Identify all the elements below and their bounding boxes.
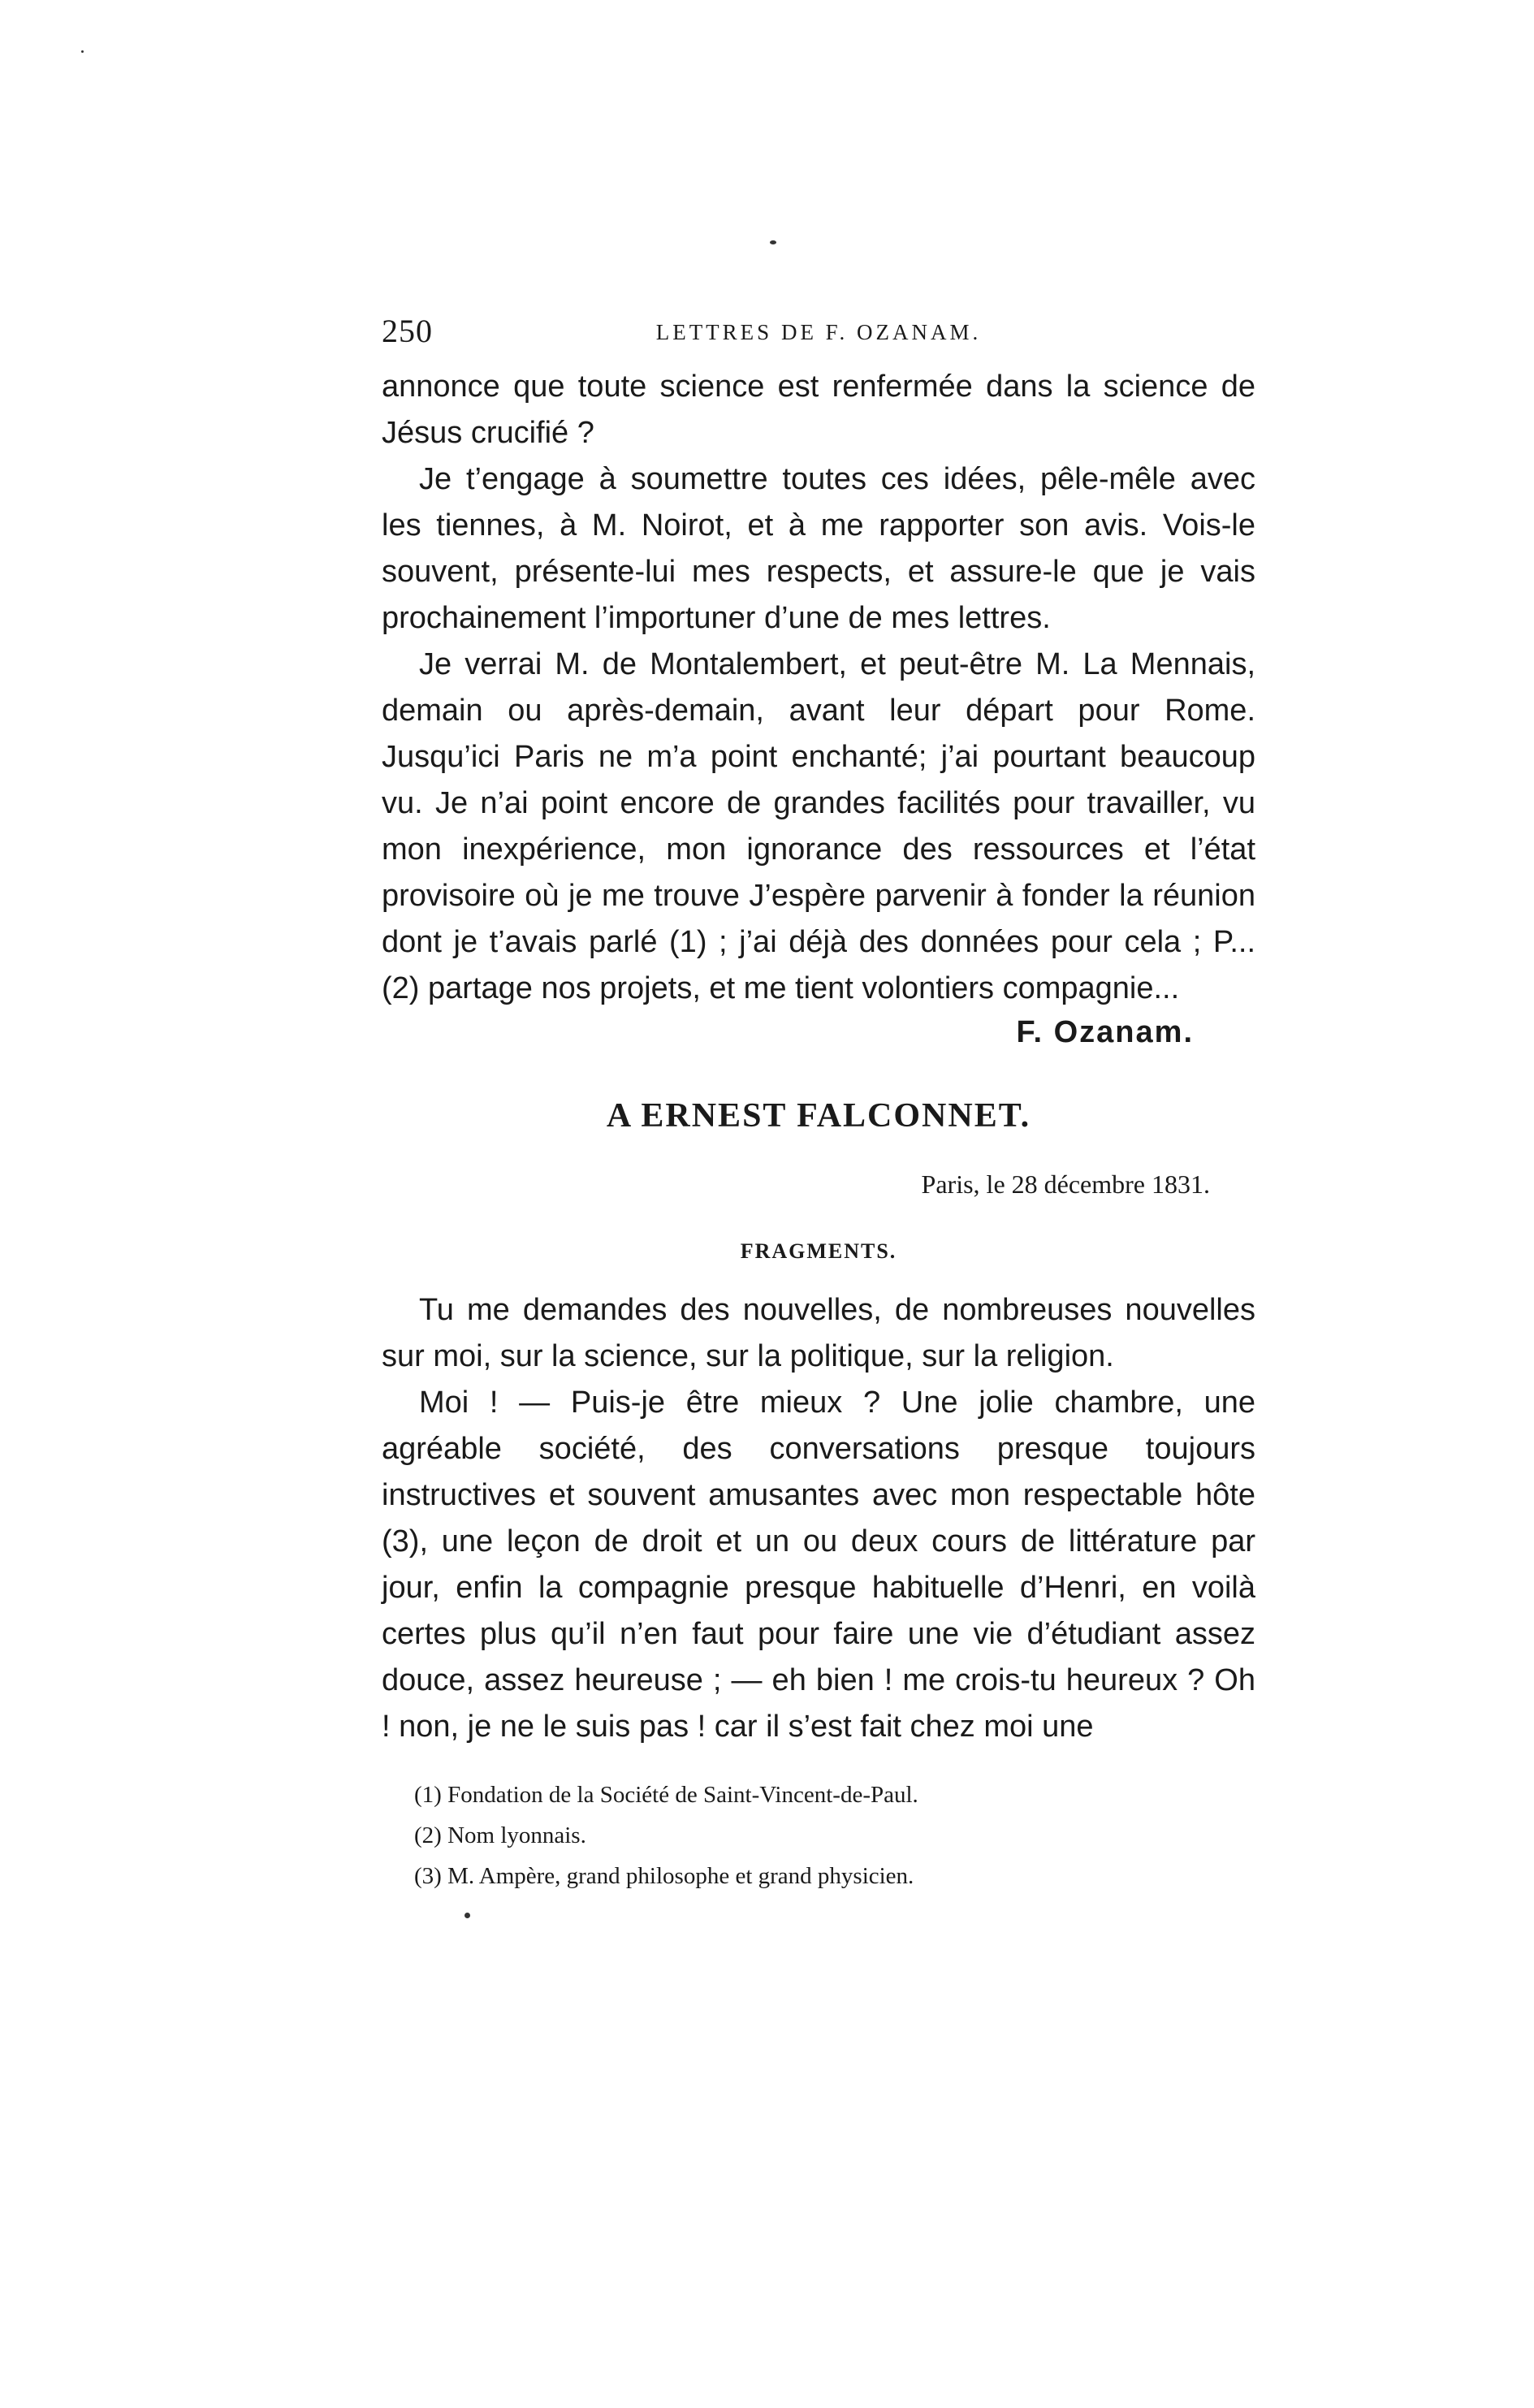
paragraph: Je verrai M. de Montalembert, et peut-être M. La Mennais, demain ou après-demain, avant leur départ pour Rome. Jusqu’ici Paris ne m’a point enchanté; j’ai pourtant beaucoup vu. Je n’ai point encore de grandes facilités pour travailler, vu mon inexpérience, mon ignorance des ressources et l’état provisoire où je me trouve J’espère parvenir à fonder la réunion dont je t’avais parlé (1) ; j’ai déjà des données pour cela ; P... (2) partage nos projets, et me tient volontiers compagnie... <box>382 647 1255 1005</box>
ink-speck <box>81 50 84 53</box>
footnote: (1) Fondation de la Société de Saint-Vincent-de-Paul. <box>414 1782 918 1808</box>
letter-body <box>382 1287 1255 1750</box>
signature: F. Ozanam. <box>1016 1015 1194 1049</box>
footnote: (3) M. Ampère, grand philosophe et grand physicien. <box>414 1863 914 1889</box>
paragraph: Je t’engage à soumettre toutes ces idées, pêle-mêle avec les tiennes, à M. Noirot, et à me rapporter son avis. Vois-le souvent, présente-lui mes respects, et assure-le que je vais prochainement l’importuner d’une de mes lettres. <box>382 462 1255 635</box>
section-label: FRAGMENTS. <box>740 1239 897 1263</box>
ink-speck <box>465 1913 470 1918</box>
ink-speck <box>770 240 776 244</box>
paragraph: Moi ! — Puis-je être mieux ? Une jolie chambre, une agréable société, des conversations presque toujours instructives et souvent amusantes avec mon respectable hôte (3), une leçon de droit et un ou deux cours de littérature par jour, enfin la compagnie presque habituelle d’Henri, en voilà certes plus qu’il n’en faut pour faire une vie d’étudiant assez douce, assez heureuse ; — eh bien ! me crois-tu heureux ? Oh ! non, je ne le suis pas ! car il s’est fait chez moi une <box>382 1386 1255 1744</box>
previous-letter-text <box>382 364 1255 1012</box>
running-title: LETTRES DE F. OZANAM. <box>655 320 982 344</box>
paragraph: Tu me demandes des nouvelles, de nombreuses nouvelles sur moi, sur la science, sur la politique, sur la religion. <box>382 1293 1255 1373</box>
page-number: 250 <box>382 313 433 349</box>
footnote: (2) Nom lyonnais. <box>414 1822 586 1848</box>
letter-title: A ERNEST FALCONNET. <box>606 1097 1031 1135</box>
dateline: Paris, le 28 décembre 1831. <box>921 1169 1210 1199</box>
footnotes <box>414 1775 1226 1896</box>
page-header <box>382 312 1255 361</box>
paragraph: annonce que toute science est renfermée dans la science de Jésus crucifié ? <box>382 370 1255 450</box>
